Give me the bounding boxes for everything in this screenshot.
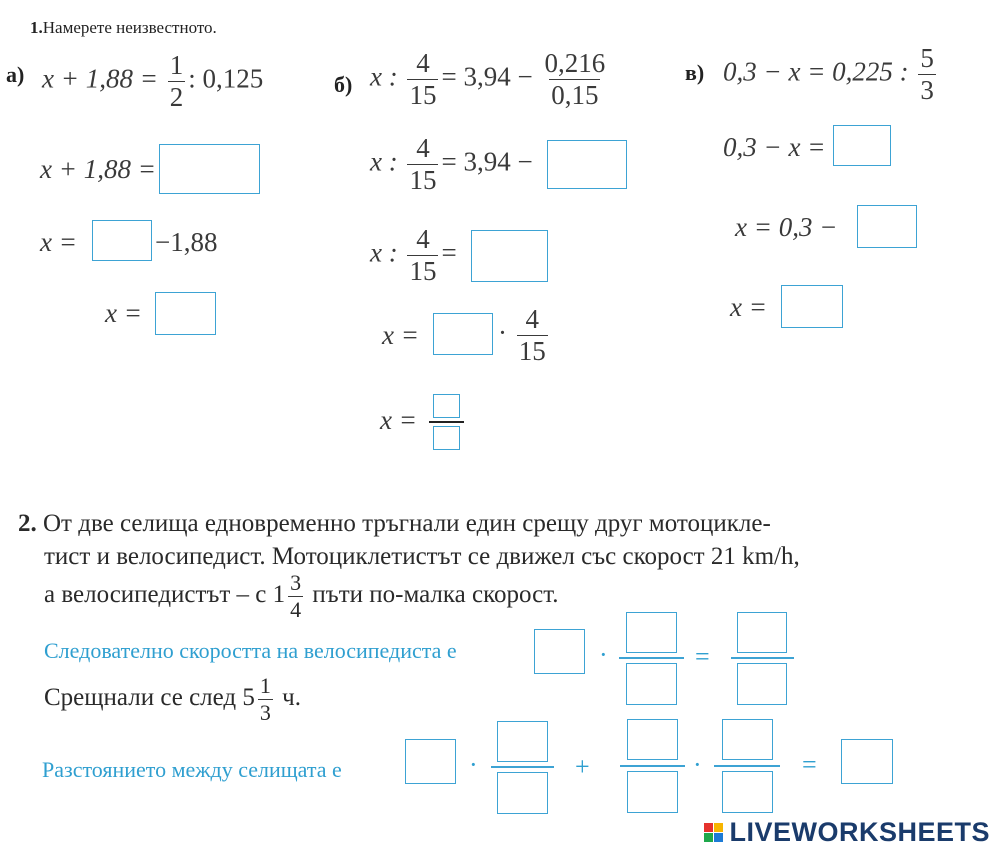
speed-statement: Следователно скоростта на велосипедиста е [44,638,457,663]
part-a-step2-pre [40,227,77,258]
distance-frac2-numerator-input[interactable] [627,719,678,760]
part-a-equation [42,52,263,111]
part-b-eq-mid: = 3,94 − [441,61,533,92]
part-c-step2-input[interactable] [857,205,917,248]
distance-frac2-bar [620,765,685,767]
part-b-fraction [407,50,438,109]
part-c-step3-input[interactable] [781,285,843,328]
distance-frac3-numerator-input[interactable] [722,719,773,760]
liveworksheets-logo-text: LIVEWORKSHEETS [729,817,990,847]
liveworksheets-logo-icon [704,823,723,842]
part-c-eq-pre: 0,3 − x = 0,225 : [723,56,909,87]
part-c-equation [723,45,939,104]
part-c-step2-text [735,212,837,243]
part-a-step2-post: −1,88 [155,227,218,257]
meeting-time-den: 3 [259,700,271,725]
task2-line1-text: От две селища едновременно тръгнали един срещу друг мотоцикле- [43,510,771,537]
part-a-frac-num: 1 [169,50,184,80]
part-b-step1-input[interactable] [547,140,627,189]
part-c-step1-input[interactable] [833,125,891,166]
part-c-step3-label: x = [730,292,767,322]
part-c-label: в) [685,60,705,85]
part-b-step2-input[interactable] [471,230,548,282]
part-b-step3-frac-num: 4 [525,304,539,334]
part-b-frac2-num: 0,216 [544,48,606,78]
task2-line3-pre: а велосипедистът – с 1 [44,581,286,609]
part-b-step1-frac-den: 15 [409,165,437,195]
part-b-step1-frac-num: 4 [416,133,430,163]
part-a-label: а) [6,62,25,87]
distance-input-whole[interactable] [405,739,456,784]
part-b-step4-denominator-input[interactable] [433,426,460,450]
part-b-var: x : [370,61,398,92]
part-a-step1-text [40,154,156,185]
task1-number: 1. [30,18,43,37]
part-b-fraction2 [542,50,607,109]
part-b-step2-frac-num: 4 [416,224,430,254]
speed-frac1-denominator-input[interactable] [626,663,677,705]
part-b-step3-frac-den: 15 [518,336,546,366]
part-a-step1-input[interactable] [159,144,260,194]
part-b-step4-numerator-input[interactable] [433,394,460,418]
part-b-step4-fraction-bar [429,421,464,423]
part-b-step2-post: = [441,237,457,268]
part-b-frac2-den: 0,15 [551,80,599,110]
distance-frac1-denominator-input[interactable] [497,772,548,814]
part-a-step2-label: x = [40,227,77,257]
part-a-step3-input[interactable] [155,292,216,335]
meeting-time [44,675,301,724]
part-a-frac-den: 2 [169,82,184,112]
part-c-frac-num: 5 [920,43,934,73]
distance-statement: Разстоянието между селищата е [42,757,342,782]
part-c-fraction [918,45,936,104]
distance-dot-1: · [469,750,478,779]
speed-result-numerator-input[interactable] [737,612,787,653]
part-b-step1 [370,135,533,194]
speed-input-whole[interactable] [534,629,585,674]
part-b-frac-num: 4 [416,48,430,78]
speed-equals: = [695,642,710,671]
meeting-time-pre: Срещнали се след 5 [44,684,255,712]
liveworksheets-logo [704,817,990,848]
part-b-step3-pre [382,320,419,351]
distance-frac3-denominator-input[interactable] [722,771,773,813]
part-b-step4-pre [380,405,417,436]
part-b-step3-label: x = [382,320,419,350]
part-a-step2-input[interactable] [92,220,152,261]
part-b-frac-den: 15 [409,80,437,110]
part-a-step3-label: x = [105,298,142,328]
part-b-step3-input[interactable] [433,313,493,355]
part-c-step1-text [723,132,825,163]
part-b-step2-frac-den: 15 [409,256,437,286]
distance-equals: = [802,750,817,779]
part-b-equation [370,50,610,109]
task1-title: Намерете неизвестното. [42,18,217,37]
part-b-step3-dot: · [498,317,507,348]
task2-line1 [18,510,771,538]
part-b-step2 [370,226,457,285]
part-a-step3-text [105,298,142,329]
part-a-fraction [168,52,186,111]
speed-dot: · [599,640,608,669]
distance-frac2-denominator-input[interactable] [627,771,678,813]
task2-line3-post: пъти по-малка скорост. [312,581,559,609]
part-a-eq-pre: x + 1,88 = [42,63,158,94]
part-b-step4-label: x = [380,405,417,435]
part-a-eq-post: : 0,125 [188,63,264,94]
part-b-label: б) [334,72,353,97]
distance-dot-2: · [693,750,702,779]
speed-result-denominator-input[interactable] [737,663,787,705]
part-c-step2-label: x = 0,3 − [735,212,838,242]
speed-frac1-bar [619,657,684,659]
part-a-step1-label: x + 1,88 = [40,154,156,184]
task2-line3-den: 4 [290,597,302,622]
part-b-step1-fraction [407,135,438,194]
speed-frac1-numerator-input[interactable] [626,612,677,653]
meeting-time-fraction [258,675,273,724]
part-b-step1-var: x : [370,146,398,177]
meeting-time-unit: ч. [282,684,301,712]
task1-header [30,18,217,38]
speed-result-bar [731,657,794,659]
part-b-step3-post [498,306,551,365]
part-b-step2-fraction [407,226,438,285]
distance-frac1-numerator-input[interactable] [497,721,548,762]
task2-line2: тист и велосипедист. Мотоциклетистът се движел със скорост 21 km/h, [44,543,800,570]
part-b-step3-fraction [517,306,548,365]
part-c-step1-label: 0,3 − x = [723,132,826,162]
task2-line3-fraction [288,572,303,621]
part-b-step1-post: = 3,94 − [441,146,533,177]
distance-result-input[interactable] [841,739,893,784]
part-c-frac-den: 3 [920,75,934,105]
task2-line3-num: 3 [290,570,302,595]
distance-frac1-bar [491,766,554,768]
part-b-step2-var: x : [370,237,398,268]
distance-plus: + [575,752,590,781]
meeting-time-num: 1 [259,673,271,698]
distance-frac3-bar [714,765,780,767]
part-c-step3-text [730,292,767,323]
task2-number: 2. [18,510,37,537]
task2-line3 [44,572,559,621]
